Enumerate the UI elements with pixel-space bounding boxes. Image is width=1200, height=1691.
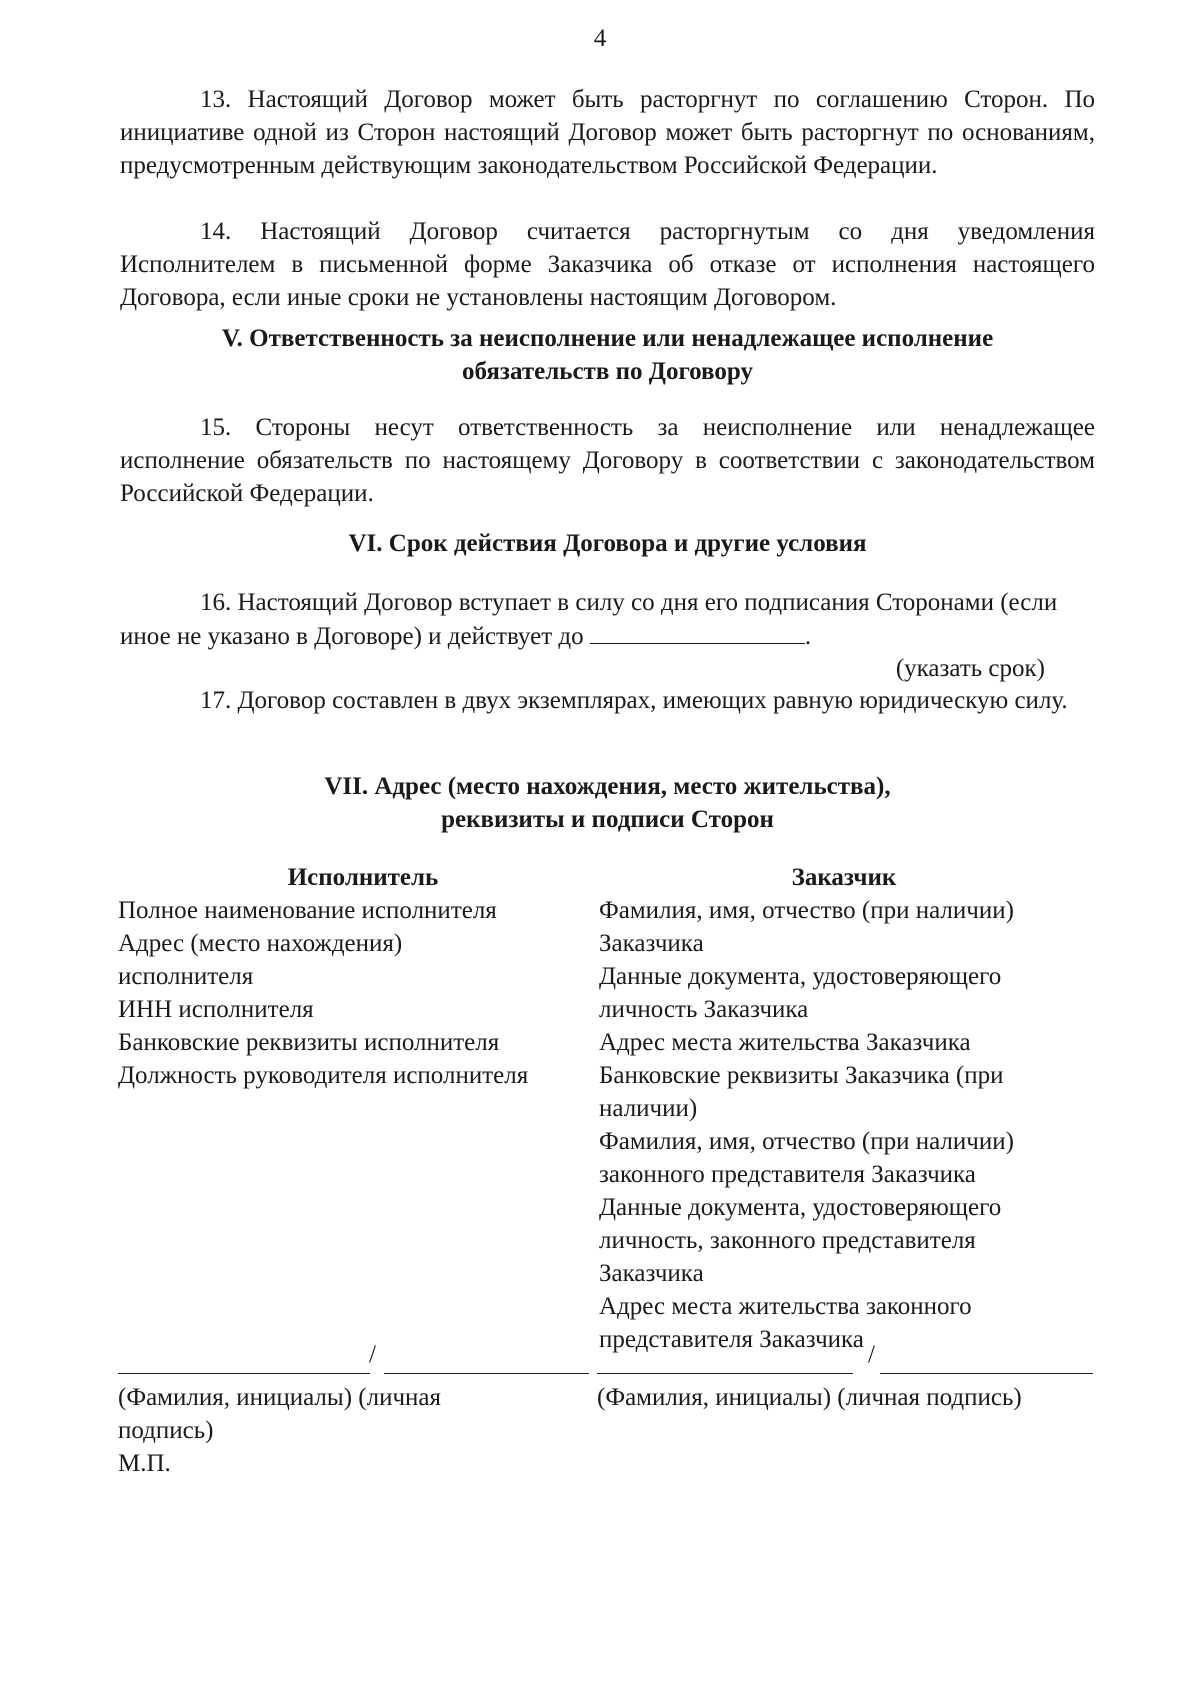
customer-line: законного представителя Заказчика [599, 1161, 976, 1188]
customer-line: Фамилия, имя, отчество (при наличии) [599, 897, 1014, 924]
paragraph-17 [120, 684, 1095, 717]
customer-heading: Заказчик [791, 864, 897, 891]
paragraph-15-text: 15. Стороны несут ответственность за неисполнение или ненадлежащее исполнение обязательств по настоящему Договору в соответствии с законодательством Российской Федерации. [120, 414, 1095, 507]
customer-line: Данные документа, удостоверяющего [599, 1194, 1002, 1221]
executor-name-line [118, 1373, 370, 1374]
term-note: (указать срок) [895, 655, 1045, 682]
customer-signature-slash: / [868, 1341, 875, 1368]
paragraph-16 [120, 586, 1095, 682]
executor-line: Адрес (место нахождения) [118, 930, 403, 957]
paragraph-15 [120, 411, 1095, 510]
section-7-heading-line2: реквизиты и подписи Сторон [441, 806, 774, 833]
customer-name-line [597, 1373, 853, 1374]
paragraph-14-text: 14. Настоящий Договор считается расторгнутым со дня уведомления Исполнителем в письменной форме Заказчика об отказе от исполнения настоящего Договора, если иные сроки не установлены настоящим Договором. [120, 218, 1095, 311]
executor-column [118, 861, 588, 1092]
paragraph-14 [120, 215, 1095, 314]
customer-line: Заказчика [599, 1260, 704, 1287]
page-number: 4 [593, 25, 607, 52]
customer-line: Адрес места жительства Заказчика [599, 1029, 971, 1056]
executor-caption-line1: (Фамилия, инициалы) (личная [118, 1384, 442, 1411]
executor-line: Банковские реквизиты исполнителя [118, 1029, 500, 1056]
term-blank-field [590, 619, 805, 644]
customer-line: Адрес места жительства законного [599, 1293, 972, 1320]
customer-caption-line: (Фамилия, инициалы) (личная подпись) [597, 1384, 1022, 1411]
paragraph-17-text: 17. Договор составлен в двух экземплярах, имеющих равную юридическую силу. [200, 687, 1068, 714]
paragraph-13 [120, 83, 1095, 182]
customer-line: Данные документа, удостоверяющего [599, 963, 1002, 990]
paragraph-16-body: 16. Настоящий Договор вступает в силу со дня его подписания Сторонами (если иное не указано в Договоре) и действует до [120, 589, 1058, 650]
executor-signature-line [384, 1373, 589, 1374]
stamp-place: М.П. [118, 1450, 171, 1477]
executor-signature-slash: / [369, 1341, 376, 1368]
customer-line: наличии) [599, 1095, 698, 1122]
section-5-heading-line1: V. Ответственность за неисполнение или ненадлежащее исполнение [221, 325, 994, 352]
customer-line: Заказчика [599, 930, 704, 957]
customer-line: Банковские реквизиты Заказчика (при [599, 1062, 1004, 1089]
customer-line: личность Заказчика [599, 996, 809, 1023]
executor-line: Должность руководителя исполнителя [118, 1062, 529, 1089]
section-7-heading-line1: VII. Адрес (место нахождения, место жительства), [324, 773, 891, 800]
executor-line: исполнителя [118, 963, 254, 990]
customer-signature-line [880, 1373, 1093, 1374]
paragraph-13-text: 13. Настоящий Договор может быть расторгнут по соглашению Сторон. По инициативе одной из Сторон настоящий Договор может быть расторгнут по основаниям, предусмотренным действующим законодательством Российской Федерации. [120, 86, 1095, 179]
customer-column [599, 861, 1099, 1356]
customer-line: представителя Заказчика [599, 1326, 864, 1353]
section-6-heading: VI. Срок действия Договора и другие условия [348, 530, 867, 557]
executor-line: ИНН исполнителя [118, 996, 314, 1023]
paragraph-16-text [120, 586, 1095, 653]
section-5-heading-line2: обязательств по Договору [462, 358, 753, 385]
executor-heading: Исполнитель [287, 864, 439, 891]
customer-line: личность, законного представителя [599, 1227, 976, 1254]
parties-section [0, 861, 1200, 1461]
executor-line: Полное наименование исполнителя [118, 897, 497, 924]
customer-line: Фамилия, имя, отчество (при наличии) [599, 1128, 1014, 1155]
executor-caption-line2: подпись) [118, 1417, 214, 1444]
executor-signature-caption [118, 1381, 588, 1480]
customer-signature-caption [597, 1381, 1097, 1414]
paragraph-16-end: . [804, 623, 812, 650]
